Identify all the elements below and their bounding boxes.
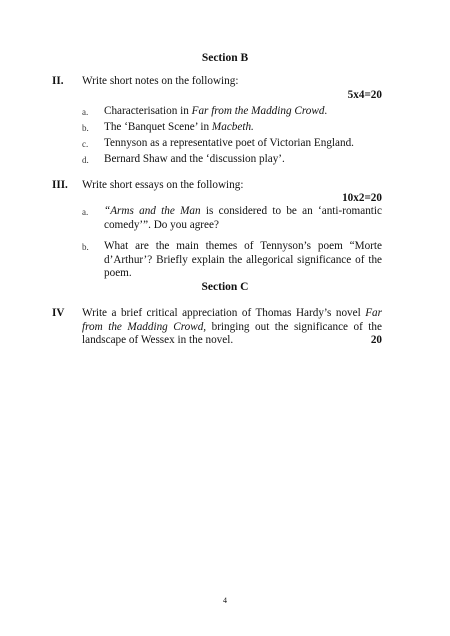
- question-2-prompt: Write short notes on the following:: [82, 75, 239, 87]
- question-3-prompt: Write short essays on the following:: [82, 179, 244, 191]
- list-item: [82, 121, 382, 137]
- section-c-heading: Section C: [201, 281, 249, 293]
- item-text: What are the main themes of Tennyson’s poem “Morte d’Arthur’? Briefly explain the allegorical significance of the poem.: [104, 240, 382, 279]
- list-item: [82, 153, 382, 169]
- item-letter: b.: [82, 123, 89, 133]
- item-letter: a.: [82, 207, 89, 217]
- item-letter: c.: [82, 139, 89, 149]
- list-item: [82, 240, 382, 285]
- item-text: Characterisation in Far from the Madding Crowd.: [104, 105, 328, 117]
- question-2-marks: 5x4=20: [347, 89, 382, 101]
- question-2-number: II.: [52, 75, 64, 87]
- question-4-marks: 20: [370, 334, 382, 346]
- item-text: Tennyson as a representative poet of Victorian England.: [104, 137, 354, 149]
- section-b-heading: Section B: [201, 52, 249, 64]
- question-3-marks: 10x2=20: [342, 192, 382, 204]
- list-item: [82, 105, 382, 121]
- question-2-items: [82, 105, 382, 169]
- item-text: “Arms and the Man is considered to be an ‘anti-romantic comedy’”. Do you agree?: [104, 205, 382, 231]
- item-letter: b.: [82, 242, 89, 252]
- item-letter: a.: [82, 107, 89, 117]
- question-4-text: Write a brief critical appreciation of Thomas Hardy’s novel Far from the Madding Crowd, bringing out the significance of the landscape of Wessex in the novel.: [82, 307, 382, 346]
- question-4-number: IV: [52, 307, 65, 319]
- list-item: [82, 137, 382, 153]
- question-3-items: [82, 205, 382, 285]
- list-item: [82, 205, 382, 240]
- question-3-number: III.: [52, 179, 68, 191]
- item-text: The ‘Banquet Scene’ in Macbeth.: [104, 121, 254, 133]
- item-text: Bernard Shaw and the ‘discussion play’.: [104, 153, 285, 165]
- page-number: 4: [223, 596, 227, 605]
- item-letter: d.: [82, 155, 89, 165]
